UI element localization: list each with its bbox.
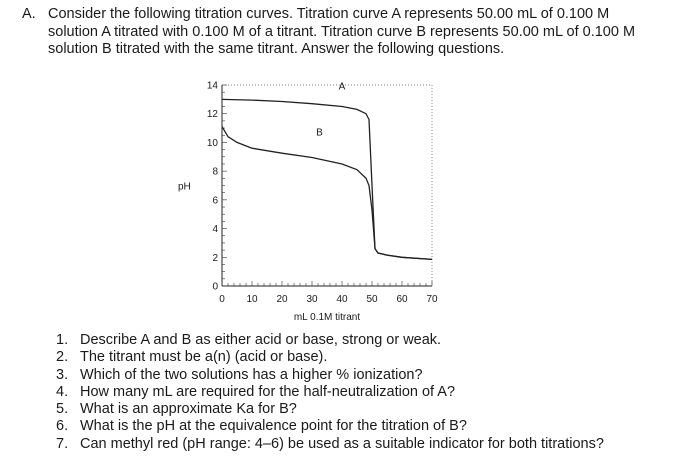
question-item: 5. What is an approximate Ka for B? — [56, 401, 297, 418]
question-item: 1. Describe A and B as either acid or base, strong or weak. — [56, 332, 442, 348]
titration-curve-a — [222, 99, 432, 259]
problem-text: Consider the following titration curves. Titration curve A represents 50.00 mL of 0.100 M solution A titrated with 0.100 M of a titrant. Titration curve B represents 50.00 mL of 0.100 M solution B titrated with the same titrant. Answer the following questions. — [48, 6, 636, 57]
problem-letter: A. — [22, 6, 36, 22]
question-item: 6. What is the pH at the equivalence point for the titration of B? — [56, 418, 467, 435]
x-axis-label: mL 0.1M titrant — [293, 312, 361, 323]
titration-chart — [170, 80, 470, 335]
y-tick-label: 0 — [212, 281, 218, 293]
y-tick-label: 14 — [206, 80, 218, 92]
x-tick-label: 50 — [366, 294, 378, 305]
y-tick-label: 10 — [206, 137, 218, 149]
y-tick-label: 6 — [212, 195, 218, 207]
titration-chart-svg — [170, 80, 470, 330]
question-list — [56, 332, 671, 453]
question-item: 4. How many mL are required for the half-neutralization of A? — [56, 383, 456, 400]
curve-label-b: B — [316, 127, 323, 139]
question-item: 2. The titrant must be a(n) (acid or base). — [56, 349, 328, 366]
titration-curve-b — [222, 127, 432, 260]
x-tick-label: 70 — [426, 294, 438, 305]
x-tick-label: 60 — [396, 294, 408, 305]
question-item: 7. Can methyl red (pH range: 4–6) be used as a suitable indicator for both titrations? — [56, 435, 604, 452]
x-tick-label: 30 — [306, 294, 318, 305]
y-axis-label: pH — [178, 181, 191, 193]
x-tick-label: 10 — [246, 294, 258, 305]
y-tick-label: 2 — [212, 252, 218, 264]
y-tick-label: 12 — [206, 109, 218, 121]
x-tick-label: 20 — [276, 294, 288, 305]
y-tick-label: 4 — [212, 224, 218, 236]
curve-label-a: A — [338, 81, 346, 93]
x-tick-label: 40 — [336, 294, 348, 305]
y-tick-label: 8 — [212, 166, 218, 178]
question-item: 3. Which of the two solutions has a higher % ionization? — [56, 366, 423, 383]
x-tick-label: 0 — [219, 294, 225, 305]
